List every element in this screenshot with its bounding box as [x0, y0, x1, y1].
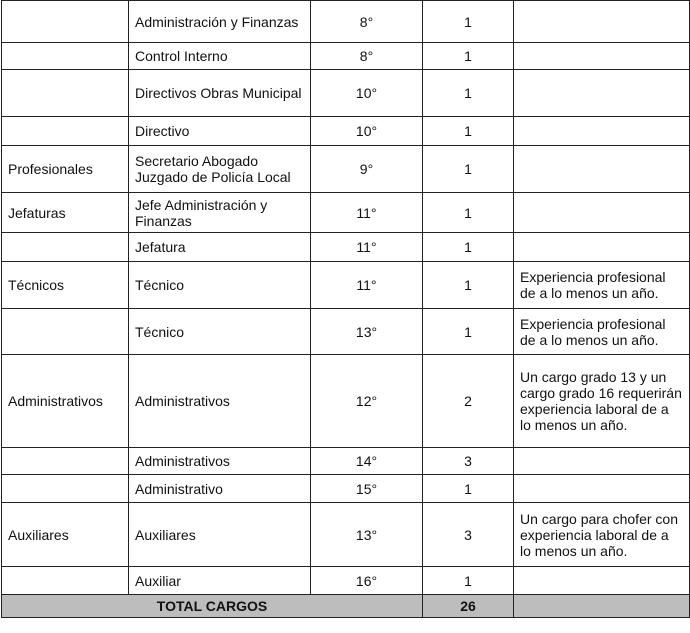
cantidad-cell: 1: [423, 262, 514, 309]
grado-cell: 14°: [311, 448, 423, 475]
requisitos-cell: Un cargo para chofer con experiencia laboral de a lo menos un año.: [514, 503, 690, 567]
grado-cell: 10°: [311, 70, 423, 117]
category-cell: Jefaturas: [2, 193, 129, 233]
cargo-cell: Técnico: [129, 309, 311, 355]
requisitos-cell: Un cargo grado 13 y un cargo grado 16 requerirán experiencia laboral de a lo menos un año.: [514, 355, 690, 448]
category-cell: [2, 309, 129, 355]
grado-cell: 8°: [311, 43, 423, 70]
table-row: [2, 233, 690, 262]
cantidad-cell: 1: [423, 567, 514, 595]
table-row: [2, 503, 690, 567]
cantidad-cell: 3: [423, 503, 514, 567]
category-cell: Técnicos: [2, 262, 129, 309]
cargo-cell: Jefatura: [129, 233, 311, 262]
category-cell: Auxiliares: [2, 503, 129, 567]
table-row: [2, 43, 690, 70]
table-row: [2, 355, 690, 448]
category-cell: Administrativos: [2, 355, 129, 448]
cantidad-cell: 1: [423, 309, 514, 355]
grado-cell: 11°: [311, 262, 423, 309]
cantidad-cell: 3: [423, 448, 514, 475]
requisitos-cell: [514, 117, 690, 146]
requisitos-cell: [514, 448, 690, 475]
cargo-cell: Auxiliar: [129, 567, 311, 595]
table-row: [2, 146, 690, 193]
requisitos-cell: [514, 146, 690, 193]
grado-cell: 11°: [311, 193, 423, 233]
table-row: [2, 567, 690, 595]
requisitos-cell: [514, 233, 690, 262]
requisitos-cell: [514, 193, 690, 233]
grado-cell: 11°: [311, 233, 423, 262]
grado-cell: 15°: [311, 475, 423, 503]
table-row: [2, 309, 690, 355]
table-row: [2, 193, 690, 233]
requisitos-cell: [514, 1, 690, 43]
category-cell: [2, 567, 129, 595]
requisitos-cell: [514, 567, 690, 595]
cantidad-cell: 2: [423, 355, 514, 448]
requisitos-cell: Experiencia profesional de a lo menos un año.: [514, 262, 690, 309]
table-row: [2, 262, 690, 309]
cargo-cell: Administrativos: [129, 355, 311, 448]
table-row: [2, 117, 690, 146]
grado-cell: 8°: [311, 1, 423, 43]
grado-cell: 16°: [311, 567, 423, 595]
total-empty-cell: [514, 595, 690, 618]
category-cell: [2, 233, 129, 262]
cargo-cell: Administrativos: [129, 448, 311, 475]
requisitos-cell: [514, 43, 690, 70]
category-cell: Profesionales: [2, 146, 129, 193]
cantidad-cell: 1: [423, 475, 514, 503]
table-row: [2, 70, 690, 117]
requisitos-cell: [514, 70, 690, 117]
cargos-table: [1, 0, 690, 618]
cantidad-cell: 1: [423, 70, 514, 117]
table-row: [2, 1, 690, 43]
category-cell: [2, 117, 129, 146]
cargo-cell: Administración y Finanzas: [129, 1, 311, 43]
cargo-cell: Directivo: [129, 117, 311, 146]
requisitos-cell: [514, 475, 690, 503]
cantidad-cell: 1: [423, 233, 514, 262]
table-row: [2, 475, 690, 503]
grado-cell: 13°: [311, 309, 423, 355]
category-cell: [2, 1, 129, 43]
cargo-cell: Control Interno: [129, 43, 311, 70]
category-cell: [2, 70, 129, 117]
grado-cell: 9°: [311, 146, 423, 193]
cantidad-cell: 1: [423, 1, 514, 43]
grado-cell: 13°: [311, 503, 423, 567]
total-label: TOTAL CARGOS: [2, 595, 423, 618]
cantidad-cell: 1: [423, 193, 514, 233]
category-cell: [2, 43, 129, 70]
grado-cell: 12°: [311, 355, 423, 448]
table-row: [2, 448, 690, 475]
cargo-cell: Administrativo: [129, 475, 311, 503]
cargo-cell: Jefe Administración y Finanzas: [129, 193, 311, 233]
requisitos-cell: Experiencia profesional de a lo menos un año.: [514, 309, 690, 355]
cargo-cell: Auxiliares: [129, 503, 311, 567]
cantidad-cell: 1: [423, 146, 514, 193]
cantidad-cell: 1: [423, 43, 514, 70]
total-row: [2, 595, 690, 618]
category-cell: [2, 475, 129, 503]
cargo-cell: Directivos Obras Municipal: [129, 70, 311, 117]
cargo-cell: Secretario Abogado Juzgado de Policía Local: [129, 146, 311, 193]
grado-cell: 10°: [311, 117, 423, 146]
total-value: 26: [423, 595, 514, 618]
cargo-cell: Técnico: [129, 262, 311, 309]
cantidad-cell: 1: [423, 117, 514, 146]
category-cell: [2, 448, 129, 475]
